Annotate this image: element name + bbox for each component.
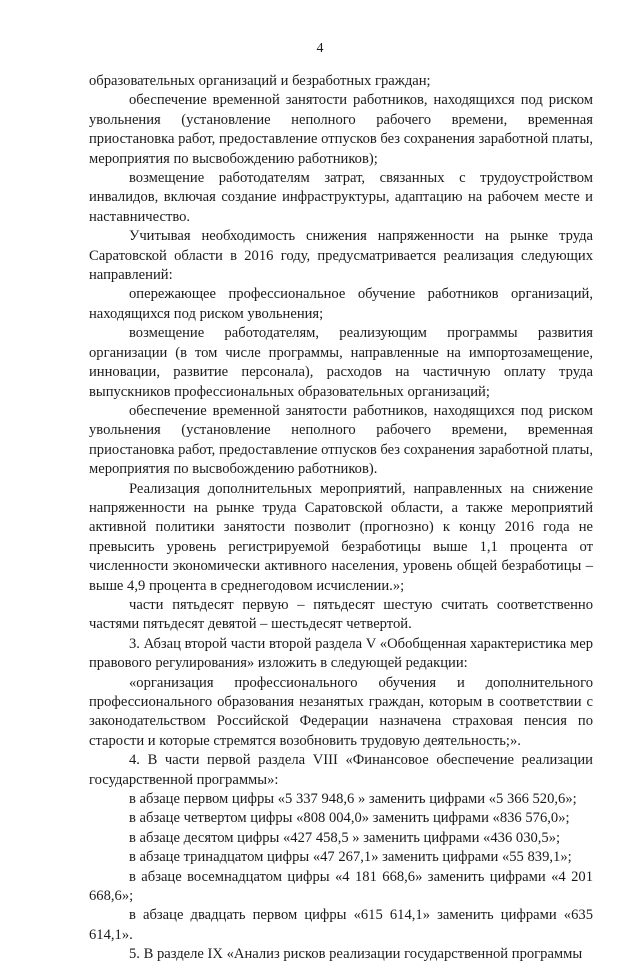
body-text (89, 72, 593, 965)
paragraph-amend-twenty-first: в абзаце двадцать первом цифры «615 614,1» заменить цифрами «635 614,1». (89, 907, 593, 943)
paragraph-disabled-employment: возмещение работодателям затрат, связанных с трудоустройством инвалидов, включая создание инфраструктуры, адаптацию на рабочем месте и наставничество. (89, 170, 593, 225)
paragraph-item-5: 5. В разделе IX «Анализ рисков реализации государственной программы (129, 946, 583, 963)
paragraph-amend-thirteenth: в абзаце тринадцатом цифры «47 267,1» заменить цифрами «55 839,1»; (129, 849, 572, 866)
page-number: 4 (316, 41, 324, 56)
paragraph-new-wording: «организация профессионального обучения и дополнительного профессионального образования незанятых граждан, которым в соответствии с законодательством Российской Федерации назначена страховая пенсия по старости и которые стремятся возобновить трудовую деятельность;». (89, 674, 593, 749)
paragraph-amend-fourth: в абзаце четвертом цифры «808 004,0» заменить цифрами «836 576,0»; (129, 810, 570, 827)
paragraph-amend-tenth: в абзаце десятом цифры «427 458,5 » заменить цифрами «436 030,5»; (129, 829, 561, 846)
paragraph-advance-training: опережающее профессиональное обучение работников организаций, находящихся под риском увольнения; (89, 286, 593, 322)
paragraph-continuation: образовательных организаций и безработных граждан; (89, 73, 431, 89)
paragraph-item-3: 3. Абзац второй части второй раздела V «Обобщенная характеристика мер правового регулирования» изложить в следующей редакции: (89, 635, 593, 672)
paragraph-amend-first: в абзаце первом цифры «5 337 948,6 » заменить цифрами «5 366 520,6»; (129, 791, 577, 808)
paragraph-renumbering: части пятьдесят первую – пятьдесят шестую считать соответственно частями пятьдесят девятой – шестьдесят четвертой. (89, 596, 593, 633)
paragraph-temporary-employment-2: обеспечение временной занятости работников, находящихся под риском увольнения (установление неполного рабочего времени, временная приостановка работ, предоставление отпусков без сохранения заработной платы, мероприятия по высвобождению работников). (89, 402, 593, 478)
paragraph-temporary-employment: обеспечение временной занятости работников, находящихся под риском увольнения (установление неполного рабочего времени, временная приостановка работ, предоставление отпусков без сохранения заработной платы, мероприятия по высвобождению работников); (89, 92, 593, 167)
paragraph-item-4: 4. В части первой раздела VIII «Финансовое обеспечение реализации государственной программы»: (89, 752, 593, 788)
paragraph-additional-measures: Реализация дополнительных мероприятий, направленных на снижение напряженности на рынке труда Саратовской области, а также мероприятий активной политики занятости позволит (прогнозно) к концу 2016 года не превысить уровень регистрируемой безработицы выше 1,1 процента от численности экономически активного населения, уровень общей безработицы – выше 4,9 процента в среднегодовом исчислении.»; (89, 480, 593, 594)
paragraph-directions-2016: Учитывая необходимость снижения напряженности на рынке труда Саратовской области в 2016 году, предусматривается реализация следующих направлений: (89, 228, 593, 284)
paragraph-amend-eighteenth: в абзаце восемнадцатом цифры «4 181 668,6» заменить цифрами «4 201 668,6»; (89, 868, 593, 905)
paragraph-employer-compensation: возмещение работодателям, реализующим программы развития организации (в том числе программы, направленные на импортозамещение, инновации, развитие персонала), расходов на частичную оплату труда выпускников профессиональных образовательных организаций; (89, 325, 593, 400)
